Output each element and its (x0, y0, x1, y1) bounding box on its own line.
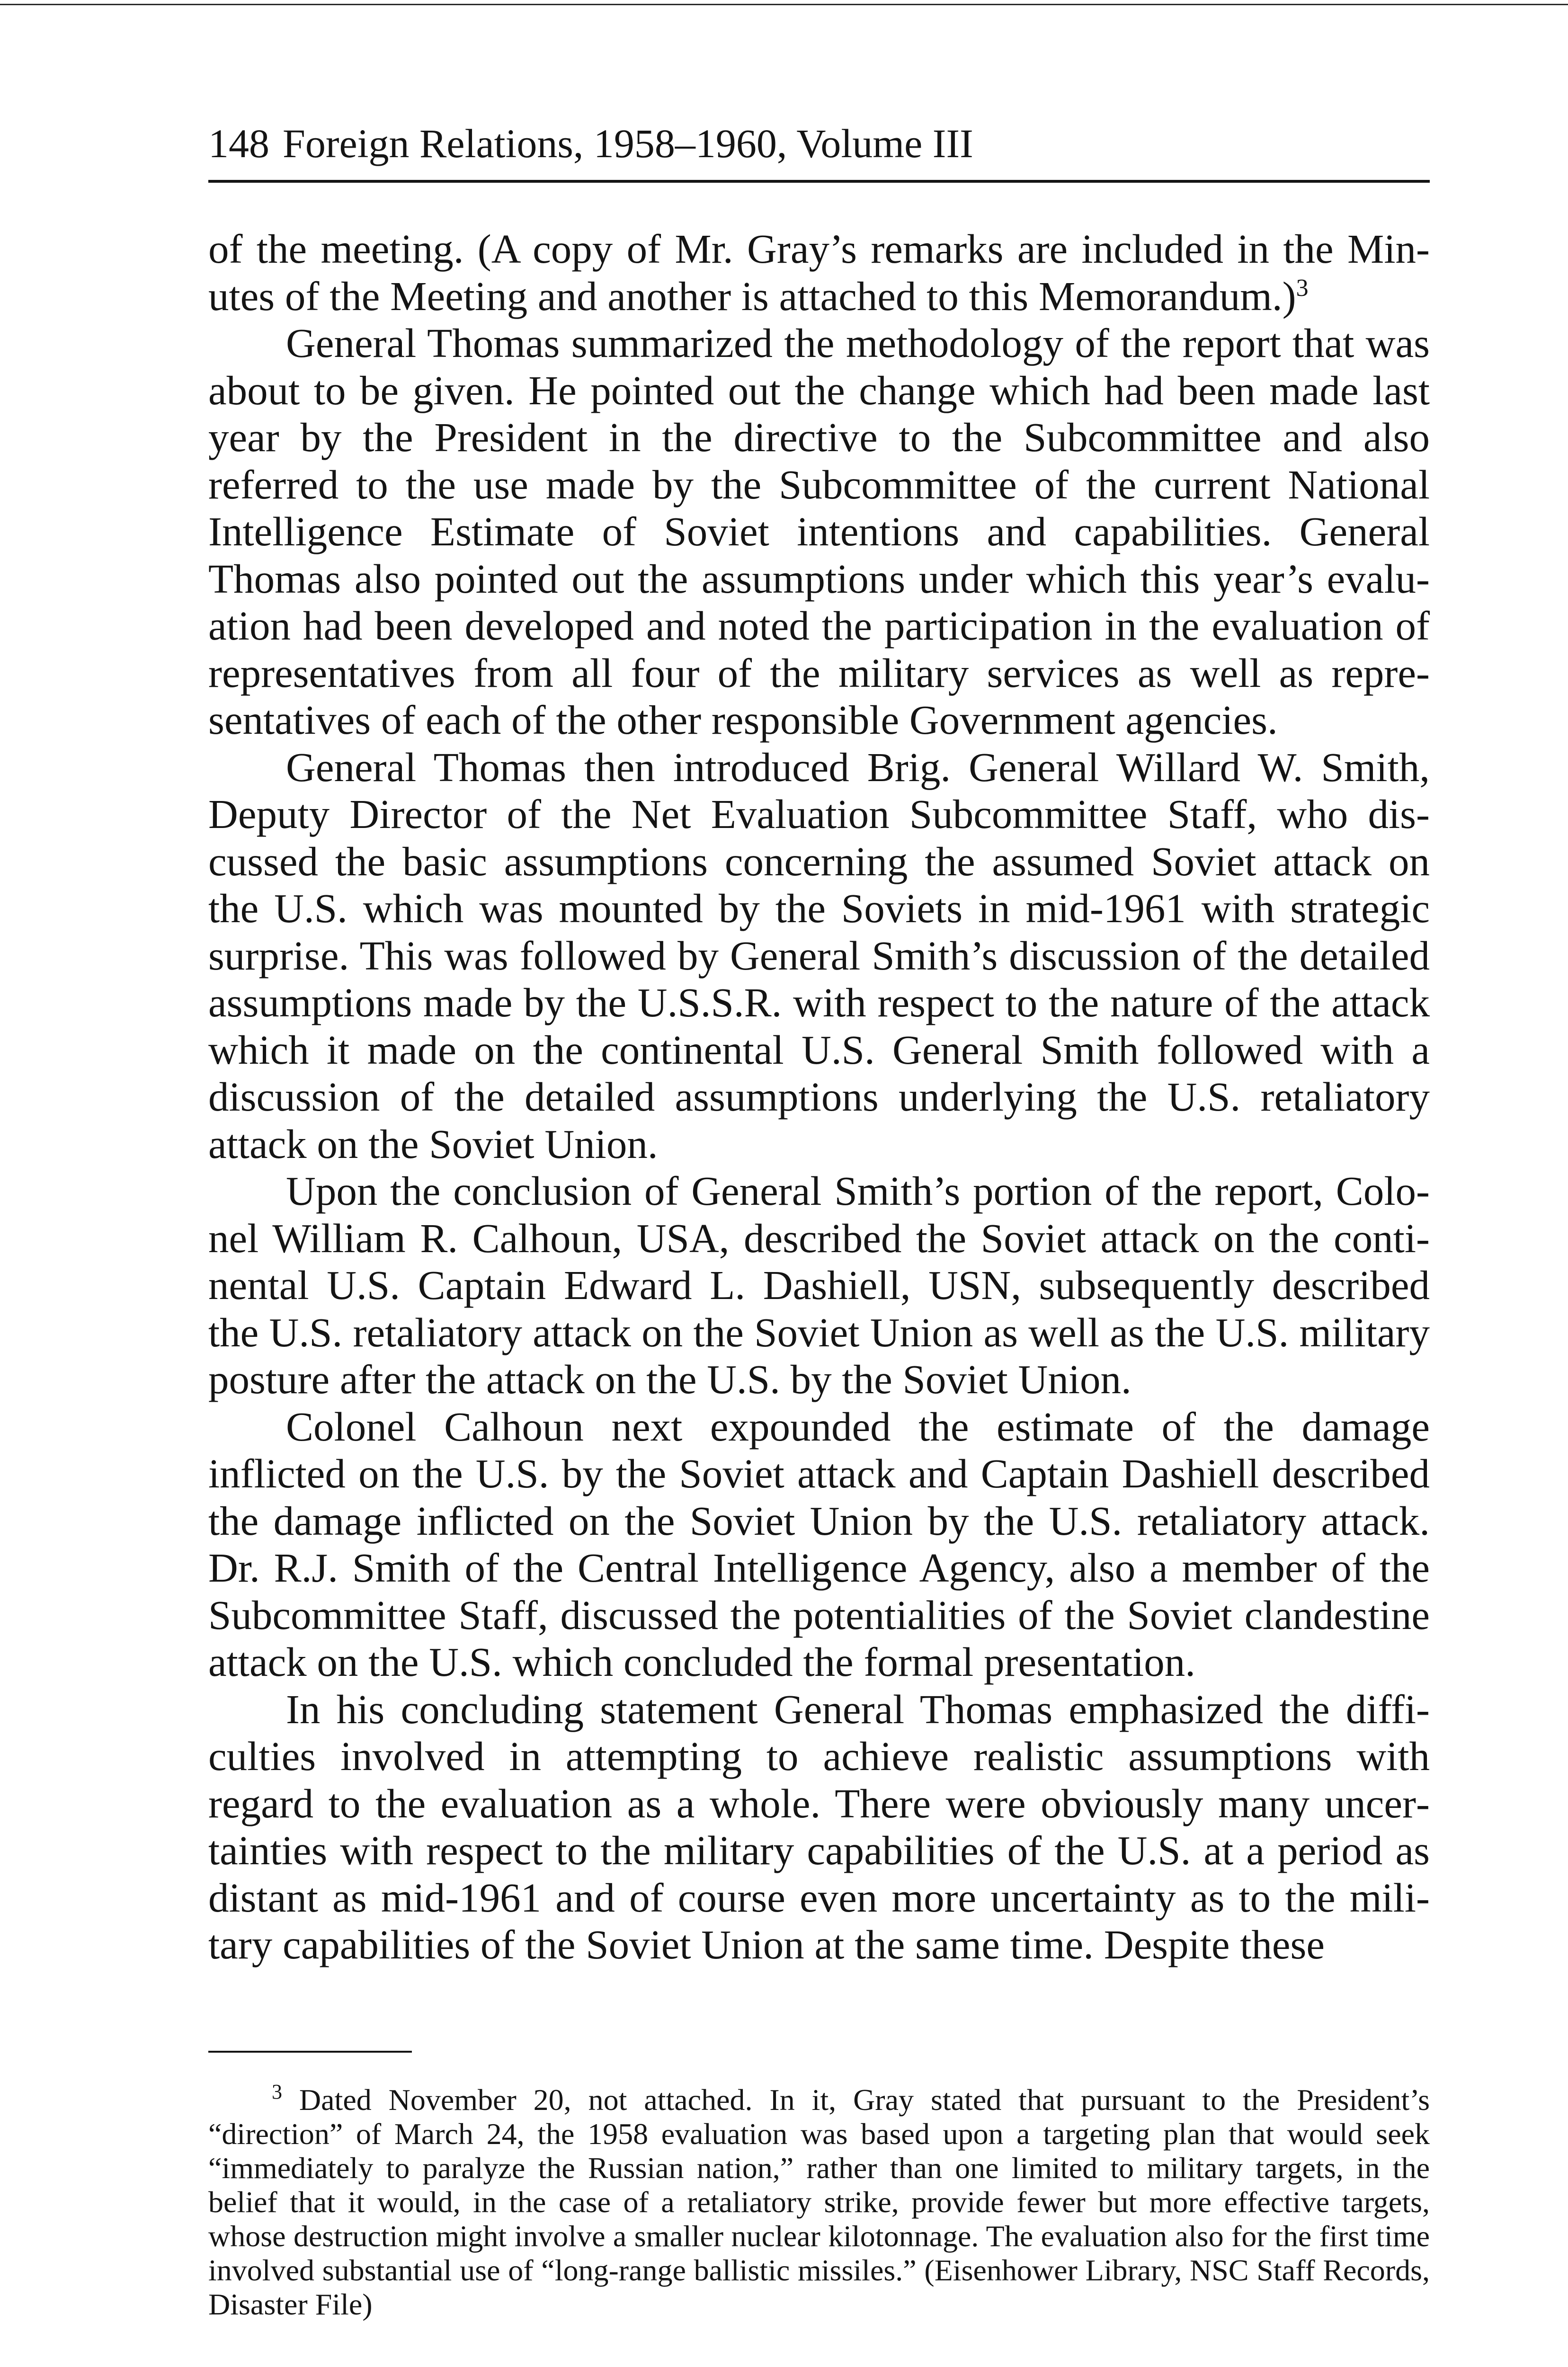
footnote (208, 2080, 1430, 2322)
page-number: 148 (208, 121, 269, 166)
header-rule (208, 180, 1430, 183)
paragraph-6: In his concluding statement General Thomas emphasized the difficulties involved in attempting to achieve realistic assumptions with regard to the evaluation as a whole. There were obviously many uncertainties with respect to the military capabilities of the U.S. at a period as distant as mid-1961 and of course even more uncertainty as to the military capabilities of the Soviet Union at the same time. Despite these (208, 1686, 1430, 1967)
footnote-number: 3 (272, 2080, 282, 2103)
paragraph-2: General Thomas summarized the methodology of the report that was about to be given. He pointed out the change which had been made last year by the President in the directive to the Subcommittee and also referred to the use made by the Subcommittee of the current National Intelligence Estimate of Soviet intentions and capabilities. General Thomas also pointed out the assumptions under which this year’s evaluation had been developed and noted the participation in the evaluation of representatives from all four of the military services as well as representatives of each of the other responsible Government agencies. (208, 320, 1430, 743)
footnote-reference: 3 (1296, 274, 1309, 302)
footnote-text: Dated November 20, not attached. In it, Gray stated that pursuant to the President’s “direction” of March 24, the 1958 evaluation was based upon a targeting plan that would seek “immediately to paralyze the Russian nation,” rather than one limited to military targets, in the belief that it would, in the case of a retaliatory strike, provide fewer but more effective targets, whose destruction might involve a smaller nuclear kilotonnage. The evaluation also for the first time involved substantial use of “long-range ballistic missiles.” (Eisenhower Library, NSC Staff Records, Disaster File) (208, 2083, 1430, 2321)
paragraph-1 (208, 225, 1430, 320)
running-header (208, 117, 1430, 169)
scan-top-rule (0, 4, 1568, 5)
paragraph-4: Upon the conclusion of General Smith’s portion of the report, Colonel William R. Calhoun, USA, described the Soviet attack on the continental U.S. Captain Edward L. Dashiell, USN, subsequently described the U.S. retaliatory attack on the Soviet Union as well as the U.S. military posture after the attack on the U.S. by the Soviet Union. (208, 1168, 1430, 1402)
body-text (208, 225, 1430, 1968)
paragraph-3: General Thomas then introduced Brig. General Willard W. Smith, Deputy Director of the Net Evaluation Subcommittee Staff, who discussed the basic assumptions concerning the assumed Soviet attack on the U.S. which was mounted by the Soviets in mid-1961 with strategic surprise. This was followed by General Smith’s discussion of the detailed assumptions made by the U.S.S.R. with respect to the nature of the attack which it made on the continental U.S. General Smith followed with a discussion of the detailed assumptions underlying the U.S. retaliatory attack on the Soviet Union. (208, 744, 1430, 1167)
paragraph-1-text: of the meeting. (A copy of Mr. Gray’s remarks are included in the Minutes of the Meeting and another is attached to this Memorandum.) (208, 226, 1430, 319)
running-title: Foreign Relations, 1958–1960, Volume III (283, 121, 973, 166)
footnote-rule (208, 2051, 412, 2053)
paragraph-5: Colonel Calhoun next expounded the estimate of the damage inflicted on the U.S. by the Soviet attack and Captain Dashiell described the damage inflicted on the Soviet Union by the U.S. retaliatory attack. Dr. R.J. Smith of the Central Intelligence Agency, also a member of the Subcommittee Staff, discussed the potentialities of the Soviet clandestine attack on the U.S. which concluded the formal presentation. (208, 1403, 1430, 1685)
